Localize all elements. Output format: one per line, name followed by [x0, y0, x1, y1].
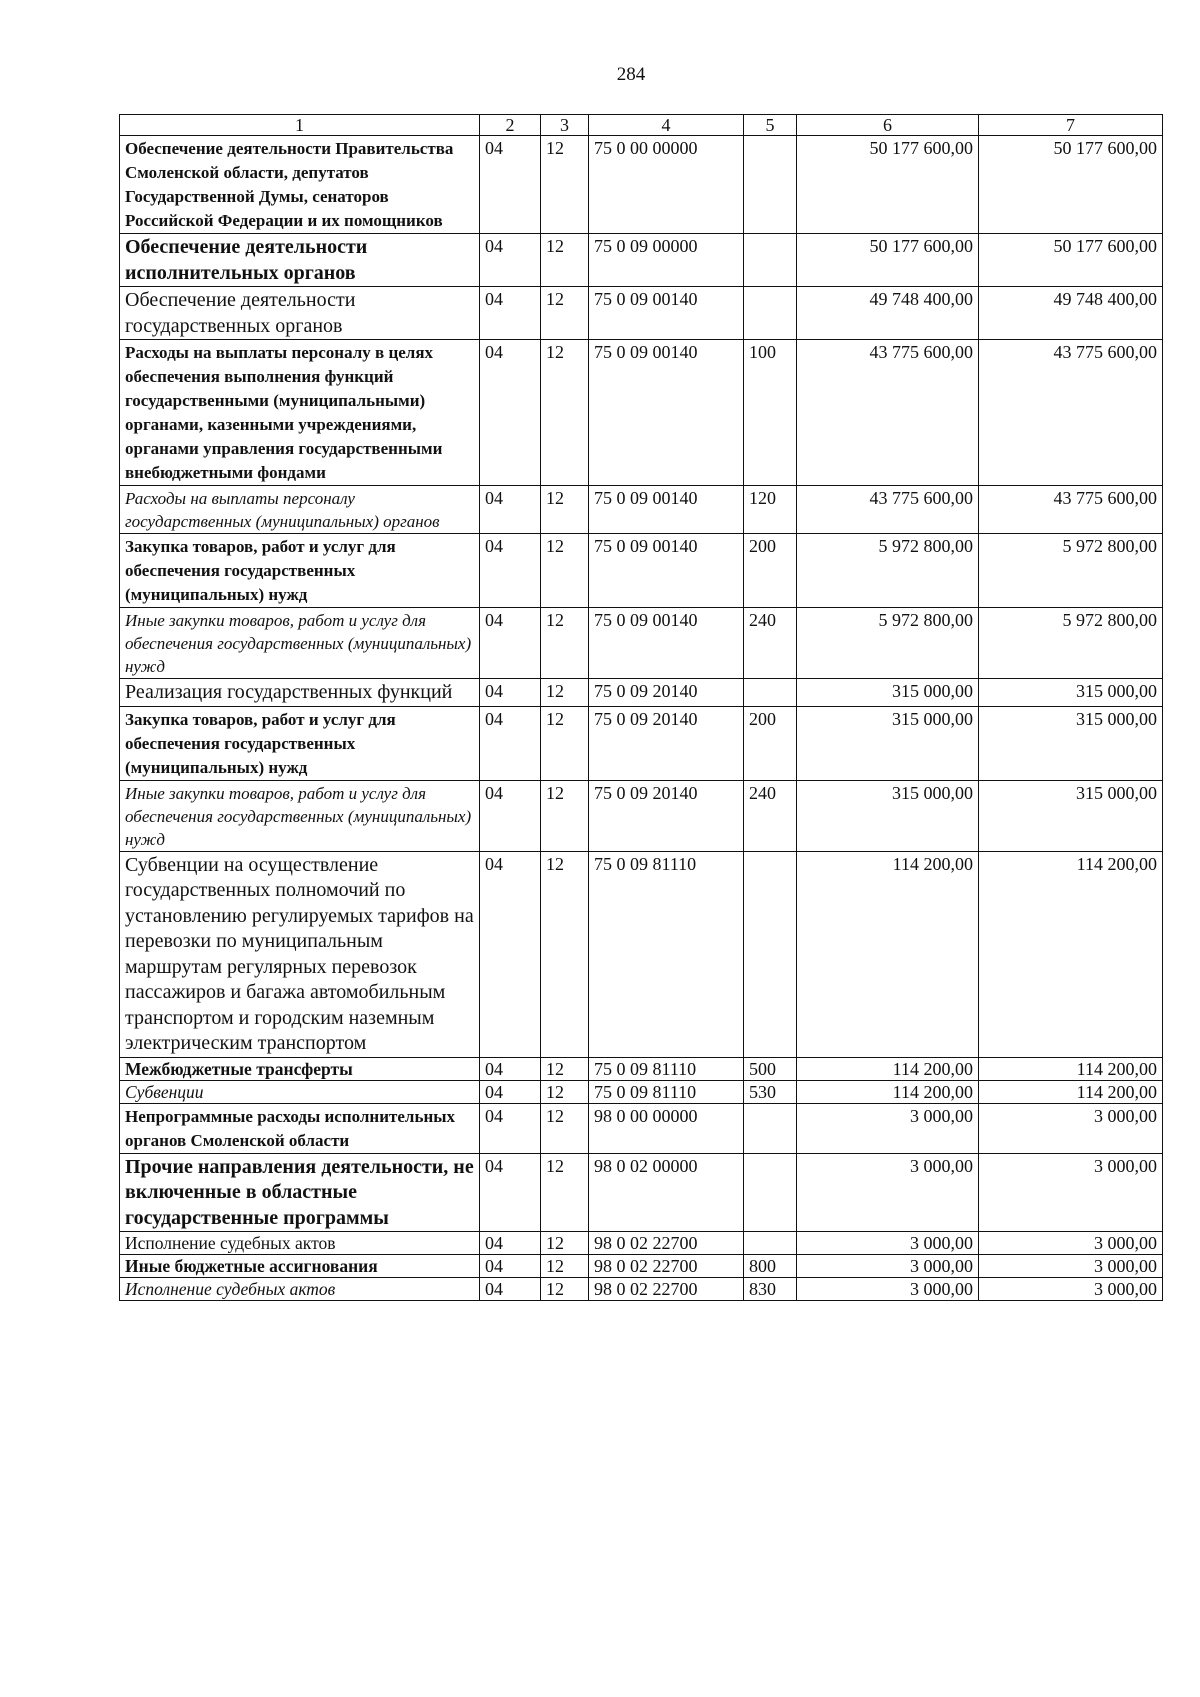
subsection-code-cell: 12 [541, 486, 589, 534]
subsection-code-cell: 12 [541, 1255, 589, 1278]
expense-type-cell: 200 [744, 534, 797, 608]
column-header: 6 [797, 115, 979, 136]
expense-type-cell [744, 136, 797, 234]
subsection-code-cell: 12 [541, 679, 589, 707]
expense-name-cell: Реализация государственных функций [120, 679, 480, 707]
target-article-cell: 75 0 09 00140 [589, 534, 744, 608]
expense-name-cell: Обеспечение деятельности Правительства Смоленской области, депутатов Государственной Думы, сенаторов Российской Федерации и их помощников [120, 136, 480, 234]
expense-type-cell [744, 851, 797, 1057]
section-code-cell: 04 [480, 486, 541, 534]
amount-year1-cell: 5 972 800,00 [797, 608, 979, 679]
amount-year2-cell: 114 200,00 [979, 1080, 1163, 1103]
section-code-cell: 04 [480, 1232, 541, 1255]
subsection-code-cell: 12 [541, 1103, 589, 1153]
section-code-cell: 04 [480, 1057, 541, 1080]
target-article-cell: 98 0 02 22700 [589, 1278, 744, 1301]
amount-year1-cell: 50 177 600,00 [797, 234, 979, 287]
amount-year2-cell: 3 000,00 [979, 1232, 1163, 1255]
expense-name-cell: Обеспечение деятельности государственных органов [120, 287, 480, 340]
expense-name-cell: Исполнение судебных актов [120, 1232, 480, 1255]
expense-type-cell: 830 [744, 1278, 797, 1301]
table-row [120, 780, 1163, 851]
amount-year2-cell: 43 775 600,00 [979, 486, 1163, 534]
subsection-code-cell: 12 [541, 706, 589, 780]
expense-type-cell: 200 [744, 706, 797, 780]
section-code-cell: 04 [480, 234, 541, 287]
amount-year2-cell: 114 200,00 [979, 851, 1163, 1057]
expense-type-cell: 240 [744, 780, 797, 851]
target-article-cell: 75 0 09 00000 [589, 234, 744, 287]
target-article-cell: 75 0 09 20140 [589, 679, 744, 707]
section-code-cell: 04 [480, 780, 541, 851]
amount-year1-cell: 3 000,00 [797, 1278, 979, 1301]
target-article-cell: 75 0 00 00000 [589, 136, 744, 234]
section-code-cell: 04 [480, 706, 541, 780]
expense-name-cell: Субвенции на осуществление государственных полномочий по установлению регулируемых тарифов на перевозки по муниципальным маршрутам регулярных перевозок пассажиров и багажа автомобильным транспортом и городским наземным электрическим транспортом [120, 851, 480, 1057]
target-article-cell: 75 0 09 00140 [589, 486, 744, 534]
expense-name-cell: Расходы на выплаты персоналу в целях обеспечения выполнения функций государственными (муниципальными) органами, казенными учреждениями, органами управления государственными внебюджетными фондами [120, 340, 480, 486]
column-header: 1 [120, 115, 480, 136]
expense-type-cell [744, 1153, 797, 1232]
subsection-code-cell: 12 [541, 1232, 589, 1255]
amount-year2-cell: 315 000,00 [979, 706, 1163, 780]
table-row [120, 340, 1163, 486]
section-code-cell: 04 [480, 1255, 541, 1278]
table-row [120, 234, 1163, 287]
amount-year2-cell: 3 000,00 [979, 1278, 1163, 1301]
expense-type-cell: 530 [744, 1080, 797, 1103]
column-header: 2 [480, 115, 541, 136]
amount-year1-cell: 315 000,00 [797, 706, 979, 780]
target-article-cell: 75 0 09 20140 [589, 706, 744, 780]
amount-year1-cell: 50 177 600,00 [797, 136, 979, 234]
table-row [120, 851, 1163, 1057]
table-row [120, 136, 1163, 234]
table-row [120, 486, 1163, 534]
expense-type-cell: 500 [744, 1057, 797, 1080]
subsection-code-cell: 12 [541, 608, 589, 679]
amount-year1-cell: 114 200,00 [797, 851, 979, 1057]
expense-name-cell: Закупка товаров, работ и услуг для обеспечения государственных (муниципальных) нужд [120, 534, 480, 608]
target-article-cell: 98 0 02 22700 [589, 1232, 744, 1255]
subsection-code-cell: 12 [541, 234, 589, 287]
target-article-cell: 75 0 09 81110 [589, 851, 744, 1057]
subsection-code-cell: 12 [541, 287, 589, 340]
expense-name-cell: Иные закупки товаров, работ и услуг для обеспечения государственных (муниципальных) нужд [120, 780, 480, 851]
amount-year1-cell: 315 000,00 [797, 780, 979, 851]
amount-year2-cell: 3 000,00 [979, 1153, 1163, 1232]
expense-name-cell: Обеспечение деятельности исполнительных органов [120, 234, 480, 287]
section-code-cell: 04 [480, 679, 541, 707]
table-row [120, 287, 1163, 340]
expense-type-cell: 100 [744, 340, 797, 486]
expense-type-cell: 240 [744, 608, 797, 679]
amount-year2-cell: 50 177 600,00 [979, 234, 1163, 287]
table-row [120, 1057, 1163, 1080]
table-row [120, 1153, 1163, 1232]
table-row [120, 608, 1163, 679]
target-article-cell: 98 0 02 22700 [589, 1255, 744, 1278]
expense-name-cell: Межбюджетные трансферты [120, 1057, 480, 1080]
table-row [120, 1103, 1163, 1153]
section-code-cell: 04 [480, 1080, 541, 1103]
section-code-cell: 04 [480, 1278, 541, 1301]
target-article-cell: 75 0 09 00140 [589, 287, 744, 340]
column-number-row [120, 115, 1163, 136]
section-code-cell: 04 [480, 340, 541, 486]
amount-year1-cell: 3 000,00 [797, 1103, 979, 1153]
amount-year1-cell: 5 972 800,00 [797, 534, 979, 608]
section-code-cell: 04 [480, 534, 541, 608]
amount-year1-cell: 315 000,00 [797, 679, 979, 707]
amount-year1-cell: 3 000,00 [797, 1153, 979, 1232]
subsection-code-cell: 12 [541, 780, 589, 851]
amount-year1-cell: 43 775 600,00 [797, 340, 979, 486]
column-header: 4 [589, 115, 744, 136]
amount-year2-cell: 5 972 800,00 [979, 534, 1163, 608]
expense-name-cell: Непрограммные расходы исполнительных органов Смоленской области [120, 1103, 480, 1153]
amount-year2-cell: 50 177 600,00 [979, 136, 1163, 234]
subsection-code-cell: 12 [541, 136, 589, 234]
expense-name-cell: Прочие направления деятельности, не включенные в областные государственные программы [120, 1153, 480, 1232]
expense-type-cell [744, 287, 797, 340]
amount-year1-cell: 3 000,00 [797, 1255, 979, 1278]
section-code-cell: 04 [480, 1153, 541, 1232]
section-code-cell: 04 [480, 136, 541, 234]
target-article-cell: 98 0 02 00000 [589, 1153, 744, 1232]
expense-type-cell: 800 [744, 1255, 797, 1278]
table-body [120, 136, 1163, 1301]
table-row [120, 679, 1163, 707]
amount-year2-cell: 43 775 600,00 [979, 340, 1163, 486]
subsection-code-cell: 12 [541, 340, 589, 486]
amount-year2-cell: 3 000,00 [979, 1103, 1163, 1153]
page-number: 284 [616, 64, 646, 85]
target-article-cell: 75 0 09 81110 [589, 1057, 744, 1080]
table-row [120, 706, 1163, 780]
expense-type-cell [744, 234, 797, 287]
table-row [120, 1232, 1163, 1255]
amount-year1-cell: 43 775 600,00 [797, 486, 979, 534]
subsection-code-cell: 12 [541, 1057, 589, 1080]
expense-type-cell [744, 679, 797, 707]
subsection-code-cell: 12 [541, 1080, 589, 1103]
table-row [120, 1080, 1163, 1103]
target-article-cell: 75 0 09 81110 [589, 1080, 744, 1103]
expense-type-cell [744, 1232, 797, 1255]
target-article-cell: 75 0 09 20140 [589, 780, 744, 851]
amount-year1-cell: 114 200,00 [797, 1057, 979, 1080]
amount-year2-cell: 315 000,00 [979, 780, 1163, 851]
table-row [120, 1255, 1163, 1278]
amount-year2-cell: 315 000,00 [979, 679, 1163, 707]
amount-year2-cell: 114 200,00 [979, 1057, 1163, 1080]
subsection-code-cell: 12 [541, 534, 589, 608]
expense-type-cell: 120 [744, 486, 797, 534]
expense-type-cell [744, 1103, 797, 1153]
expense-name-cell: Расходы на выплаты персоналу государственных (муниципальных) органов [120, 486, 480, 534]
amount-year1-cell: 3 000,00 [797, 1232, 979, 1255]
section-code-cell: 04 [480, 1103, 541, 1153]
target-article-cell: 75 0 09 00140 [589, 340, 744, 486]
amount-year2-cell: 5 972 800,00 [979, 608, 1163, 679]
expense-name-cell: Иные закупки товаров, работ и услуг для обеспечения государственных (муниципальных) нужд [120, 608, 480, 679]
table-row [120, 534, 1163, 608]
budget-table [119, 114, 1163, 1301]
expense-name-cell: Иные бюджетные ассигнования [120, 1255, 480, 1278]
subsection-code-cell: 12 [541, 1153, 589, 1232]
subsection-code-cell: 12 [541, 851, 589, 1057]
column-header: 3 [541, 115, 589, 136]
amount-year2-cell: 3 000,00 [979, 1255, 1163, 1278]
section-code-cell: 04 [480, 287, 541, 340]
column-header: 5 [744, 115, 797, 136]
expense-name-cell: Закупка товаров, работ и услуг для обеспечения государственных (муниципальных) нужд [120, 706, 480, 780]
amount-year1-cell: 114 200,00 [797, 1080, 979, 1103]
amount-year1-cell: 49 748 400,00 [797, 287, 979, 340]
target-article-cell: 75 0 09 00140 [589, 608, 744, 679]
target-article-cell: 98 0 00 00000 [589, 1103, 744, 1153]
amount-year2-cell: 49 748 400,00 [979, 287, 1163, 340]
section-code-cell: 04 [480, 851, 541, 1057]
column-header: 7 [979, 115, 1163, 136]
table-row [120, 1278, 1163, 1301]
subsection-code-cell: 12 [541, 1278, 589, 1301]
expense-name-cell: Исполнение судебных актов [120, 1278, 480, 1301]
expense-name-cell: Субвенции [120, 1080, 480, 1103]
section-code-cell: 04 [480, 608, 541, 679]
